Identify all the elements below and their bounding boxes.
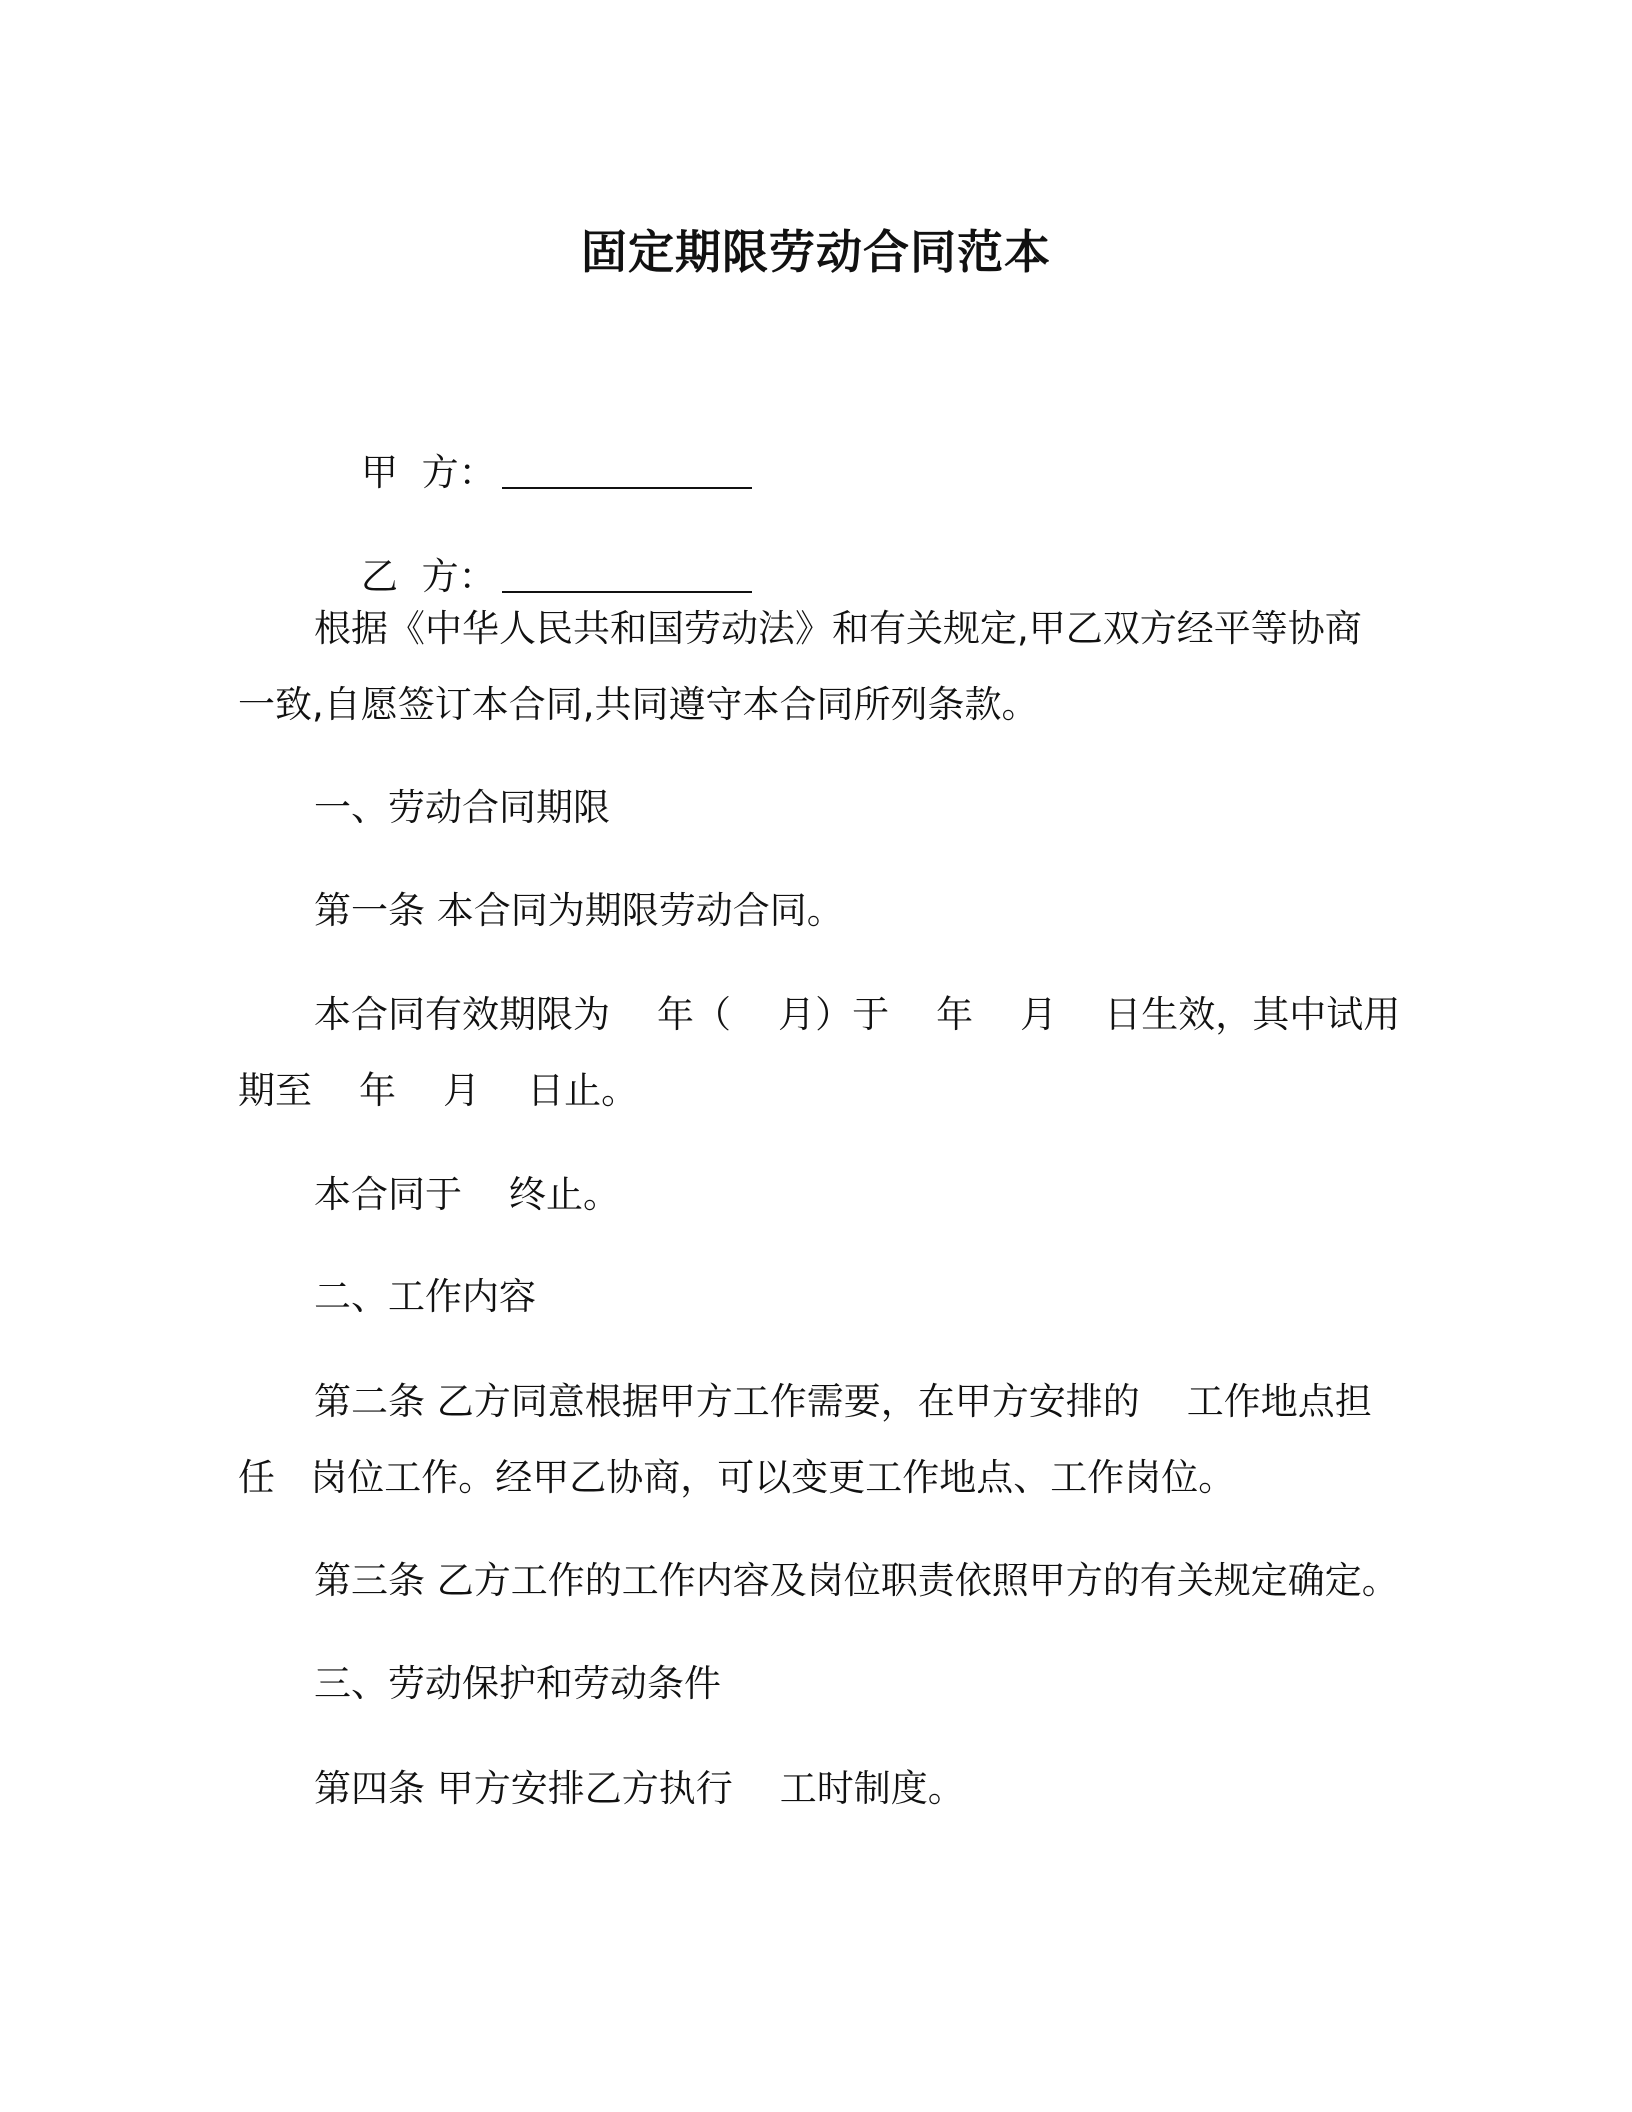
term-line-2: 期至 年 月 日止。 bbox=[238, 1069, 639, 1112]
party-a-label: 甲 方： bbox=[361, 451, 496, 494]
article-1: 第一条 本合同为期限劳动合同。 bbox=[314, 889, 844, 932]
document-title: 固定期限劳动合同范本 bbox=[581, 225, 1051, 279]
article-2-line-2: 任 岗位工作。经甲乙协商，可以变更工作地点、工作岗位。 bbox=[238, 1456, 1236, 1499]
preamble-line-2: 一致,自愿签订本合同,共同遵守本合同所列条款。 bbox=[238, 683, 1039, 726]
party-b-label: 乙 方： bbox=[361, 555, 496, 598]
section-2-heading: 二、工作内容 bbox=[314, 1275, 536, 1318]
article-4: 第四条 甲方安排乙方执行 工时制度。 bbox=[314, 1767, 965, 1810]
term-line-1: 本合同有效期限为 年（ 月）于 年 月 日生效，其中试用 bbox=[314, 993, 1401, 1036]
party-a-blank bbox=[502, 451, 752, 489]
party-b-blank bbox=[502, 555, 752, 593]
article-3: 第三条 乙方工作的工作内容及岗位职责依照甲方的有关规定确定。 bbox=[314, 1559, 1399, 1602]
section-1-heading: 一、劳动合同期限 bbox=[314, 786, 610, 829]
termination-line: 本合同于 终止。 bbox=[314, 1173, 621, 1216]
section-3-heading: 三、劳动保护和劳动条件 bbox=[314, 1662, 721, 1705]
preamble-line-1: 根据《中华人民共和国劳动法》和有关规定,甲乙双方经平等协商 bbox=[314, 607, 1362, 650]
article-2-line-1: 第二条 乙方同意根据甲方工作需要，在甲方安排的 工作地点担 bbox=[314, 1380, 1372, 1423]
